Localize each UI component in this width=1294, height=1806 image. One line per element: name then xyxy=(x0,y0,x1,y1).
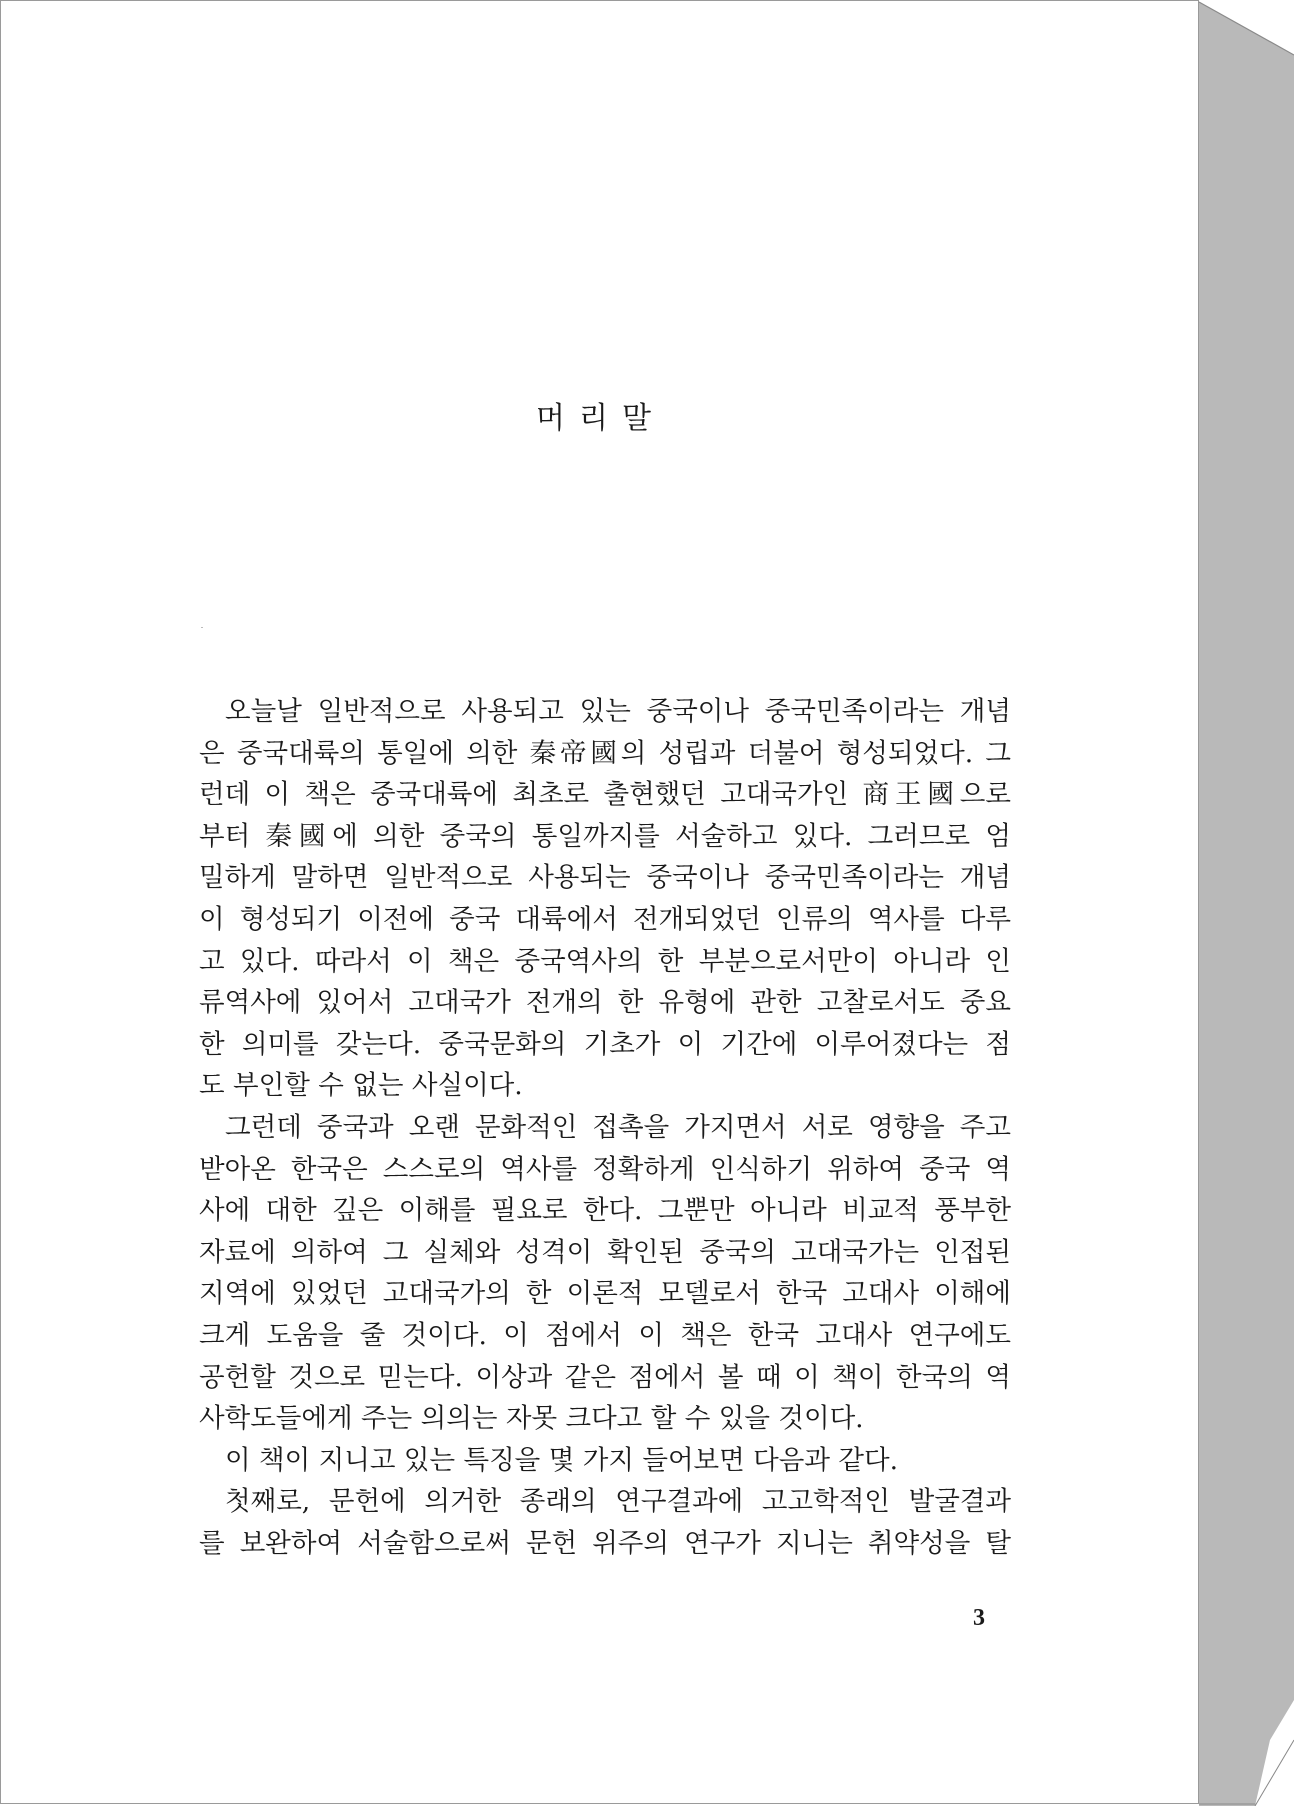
text-line: 류역사에 있어서 고대국가 전개의 한 유형에 관한 고찰로서도 중요 xyxy=(199,987,1011,1019)
text-line: 받아온 한국은 스스로의 역사를 정확하게 인식하기 위하여 중국 역 xyxy=(199,1153,1011,1185)
text-line: 오늘날 일반적으로 사용되고 있는 중국이나 중국민족이라는 개념 xyxy=(225,696,1011,727)
text-line: 한 의미를 갖는다. 중국문화의 기초가 이 기간에 이루어졌다는 점 xyxy=(199,1028,1011,1060)
page-title: 머리말 xyxy=(536,401,665,436)
text-line: 를 보완하여 서술함으로써 문헌 위주의 연구가 지니는 취약성을 탈 xyxy=(199,1527,1011,1559)
scan-mark xyxy=(201,627,203,628)
text-line: 지역에 있었던 고대국가의 한 이론적 모델로서 한국 고대사 이해에 xyxy=(199,1278,1011,1310)
text-line: 사에 대한 깊은 이해를 필요로 한다. 그뿐만 아니라 비교적 풍부한 xyxy=(199,1195,1011,1227)
page-number: 3 xyxy=(973,1605,985,1631)
text-line: 도 부인할 수 없는 사실이다. xyxy=(199,1070,523,1102)
text-line: 자료에 의하여 그 실체와 성격이 확인된 중국의 고대국가는 인접된 xyxy=(199,1236,1011,1268)
text-line: 은 중국대륙의 통일에 의한 秦帝國의 성립과 더불어 형성되었다. 그 xyxy=(199,737,1011,769)
text-line: 그런데 중국과 오랜 문화적인 접촉을 가지면서 서로 영향을 주고 xyxy=(225,1111,1011,1143)
text-line: 사학도들에게 주는 의의는 자못 크다고 할 수 있을 것이다. xyxy=(199,1403,864,1435)
text-line: 부터 秦國에 의한 중국의 통일까지를 서술하고 있다. 그러므로 엄 xyxy=(199,820,1011,852)
text-line: 밀하게 말하면 일반적으로 사용되는 중국이나 중국민족이라는 개념 xyxy=(199,862,1011,894)
text-line: 첫째로, 문헌에 의거한 종래의 연구결과에 고고학적인 발굴결과 xyxy=(225,1486,1011,1518)
text-line: 이 형성되기 이전에 중국 대륙에서 전개되었던 인류의 역사를 다루 xyxy=(199,903,1011,935)
body-text xyxy=(199,691,1011,1564)
text-line: 런데 이 책은 중국대륙에 최초로 출현했던 고대국가인 商王國으로 xyxy=(199,779,1011,811)
text-line: 고 있다. 따라서 이 책은 중국역사의 한 부분으로서만이 아니라 인 xyxy=(199,945,1011,977)
text-line: 크게 도움을 줄 것이다. 이 점에서 이 책은 한국 고대사 연구에도 xyxy=(199,1319,1011,1351)
text-line: 이 책이 지니고 있는 특징을 몇 가지 들어보면 다음과 같다. xyxy=(225,1444,899,1476)
text-line: 공헌할 것으로 믿는다. 이상과 같은 점에서 볼 때 이 책이 한국의 역 xyxy=(199,1361,1011,1393)
